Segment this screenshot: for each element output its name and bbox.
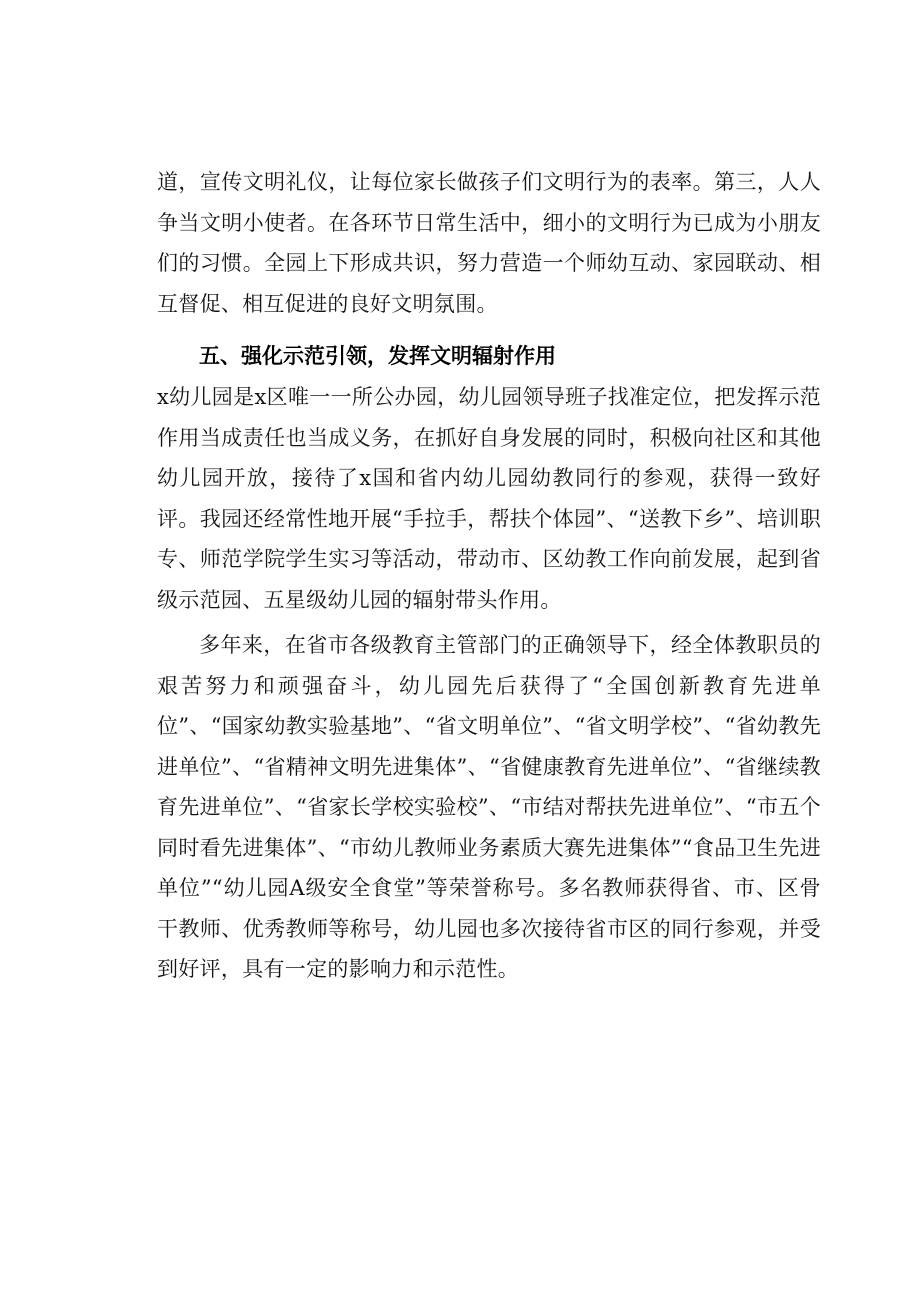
paragraph-section-body: x幼儿园是x区唯一一所公办园，幼儿园领导班子找准定位，把发挥示范作用当成责任也当成义务，在抓好自身发展的同时，积极向社区和其他幼儿园开放，接待了x国和省内幼儿园幼教同行的参观，获得一致好评。我园还经常性地开展“手拉手，帮扶个体园”、“送教下乡”、培训职专、师范学院学生实习等活动，带动市、区幼教工作向前发展，起到省级示范园、五星级幼儿园的辐射带头作用。 (157, 385, 821, 612)
paragraph-honors: 多年来，在省市各级教育主管部门的正确领导下，经全体教职员的艰苦努力和顽强奋斗，幼儿园先后获得了“全国创新教育先进单位”、“国家幼教实验基地”、“省文明单位”、“省文明学校”、“省幼教先进单位”、“省精神文明先进集体”、“省健康教育先进单位”、“省继续教育先进单位”、“省家长学校实验校”、“市结对帮扶先进单位”、“市五个同时看先进集体”、“市幼儿教师业务素质大赛先进集体”“食品卫生先进单位”“幼儿园A级安全食堂”等荣誉称号。多名教师获得省、市、区骨干教师、优秀教师等称号，幼儿园也多次接待省市区的同行参观，并受到好评，具有一定的影响力和示范性。 (157, 633, 821, 981)
paragraph-continuation: 道，宣传文明礼仪，让每位家长做孩子们文明行为的表率。第三，人人争当文明小使者。在各环节日常生活中，细小的文明行为已成为小朋友们的习惯。全园上下形成共识，努力营造一个师幼互动、家园联动、相互督促、相互促进的良好文明氛围。 (157, 170, 821, 316)
section-heading: 五、强化示范引领，发挥文明辐射作用 (199, 344, 556, 368)
